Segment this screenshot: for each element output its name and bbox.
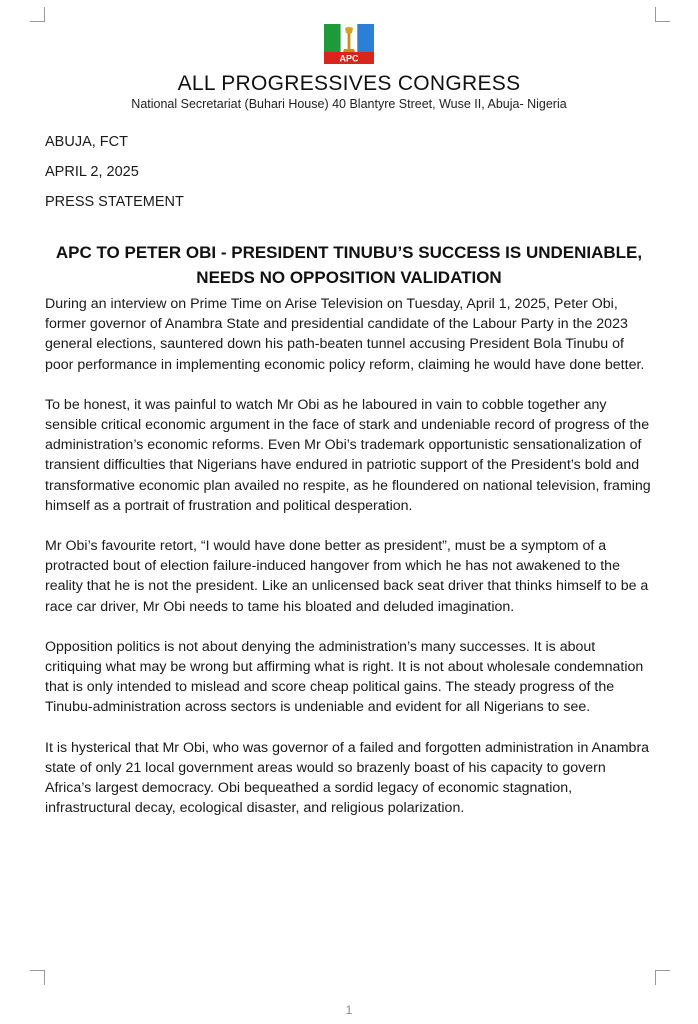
- crop-mark-top-left: [30, 7, 45, 22]
- page-number: 1: [345, 1003, 353, 1017]
- paragraph: Mr Obi’s favourite retort, “I would have done better as president”, must be a symptom of a protracted bout of election failure-induced hangover from which he has not awakened to the reality that he is not the president. Like an unlicensed back seat driver that thinks himself to be a race car driver, Mr Obi needs to tame his bloated and deluded imagination.: [45, 538, 649, 615]
- headline-line-1: APC TO PETER OBI - PRESIDENT TINUBU’S SUCCESS IS UNDENIABLE,: [55, 243, 643, 262]
- paragraph: Opposition politics is not about denying the administration’s many successes. It is about critiquing what may be wrong but affirming what is right. It is not about wholesale condemnation that is only intended to mislead and score cheap political gains. The steady progress of the Tinubu-administration across sectors is undeniable and evident for all Nigerians to see.: [45, 638, 644, 716]
- apc-logo: [324, 24, 374, 64]
- document-type: PRESS STATEMENT: [45, 194, 184, 210]
- statement-body: [45, 294, 655, 838]
- crop-mark-top-right: [655, 7, 670, 22]
- crop-mark-bottom-right: [655, 970, 670, 985]
- headline-line-2: NEEDS NO OPPOSITION VALIDATION: [196, 268, 502, 287]
- logo-text: APC: [339, 53, 359, 64]
- paragraph: To be honest, it was painful to watch Mr Obi as he laboured in vain to cobble together any sensible critical economic argument in the face of stark and undeniable record of progress of the administration’s economic reforms. Even Mr Obi’s trademark opportunistic sensationalization of transient difficulties that Nigerians have endured in patriotic support of the President’s bold and transformative economic plan availed no respite, as he floundered on national television, framing himself as a portrait of frustration and political desperation.: [45, 396, 651, 514]
- dateline-date: APRIL 2, 2025: [45, 164, 139, 180]
- headline: [40, 240, 658, 290]
- dateline-place: ABUJA, FCT: [45, 134, 128, 150]
- organization-address: National Secretariat (Buhari House) 40 Blantyre Street, Wuse II, Abuja- Nigeria: [131, 97, 567, 111]
- crop-mark-bottom-left: [30, 970, 45, 985]
- paragraph: During an interview on Prime Time on Arise Television on Tuesday, April 1, 2025, Peter Obi, former governor of Anambra State and presidential candidate of the Labour Party in the 2023 general elections, sauntered down his path-beaten tunnel accusing President Bola Tinubu of poor performance in implementing economic policy reform, claiming he would have done better.: [45, 296, 645, 373]
- organization-name: ALL PROGRESSIVES CONGRESS: [177, 72, 521, 95]
- paragraph: It is hysterical that Mr Obi, who was governor of a failed and forgotten administration in Anambra state of only 21 local government areas would so brazenly boast of his capacity to govern Africa’s largest democracy. Obi bequeathed a sordid legacy of economic stagnation, infrastructural decay, ecological disaster, and religious polarization.: [45, 739, 650, 817]
